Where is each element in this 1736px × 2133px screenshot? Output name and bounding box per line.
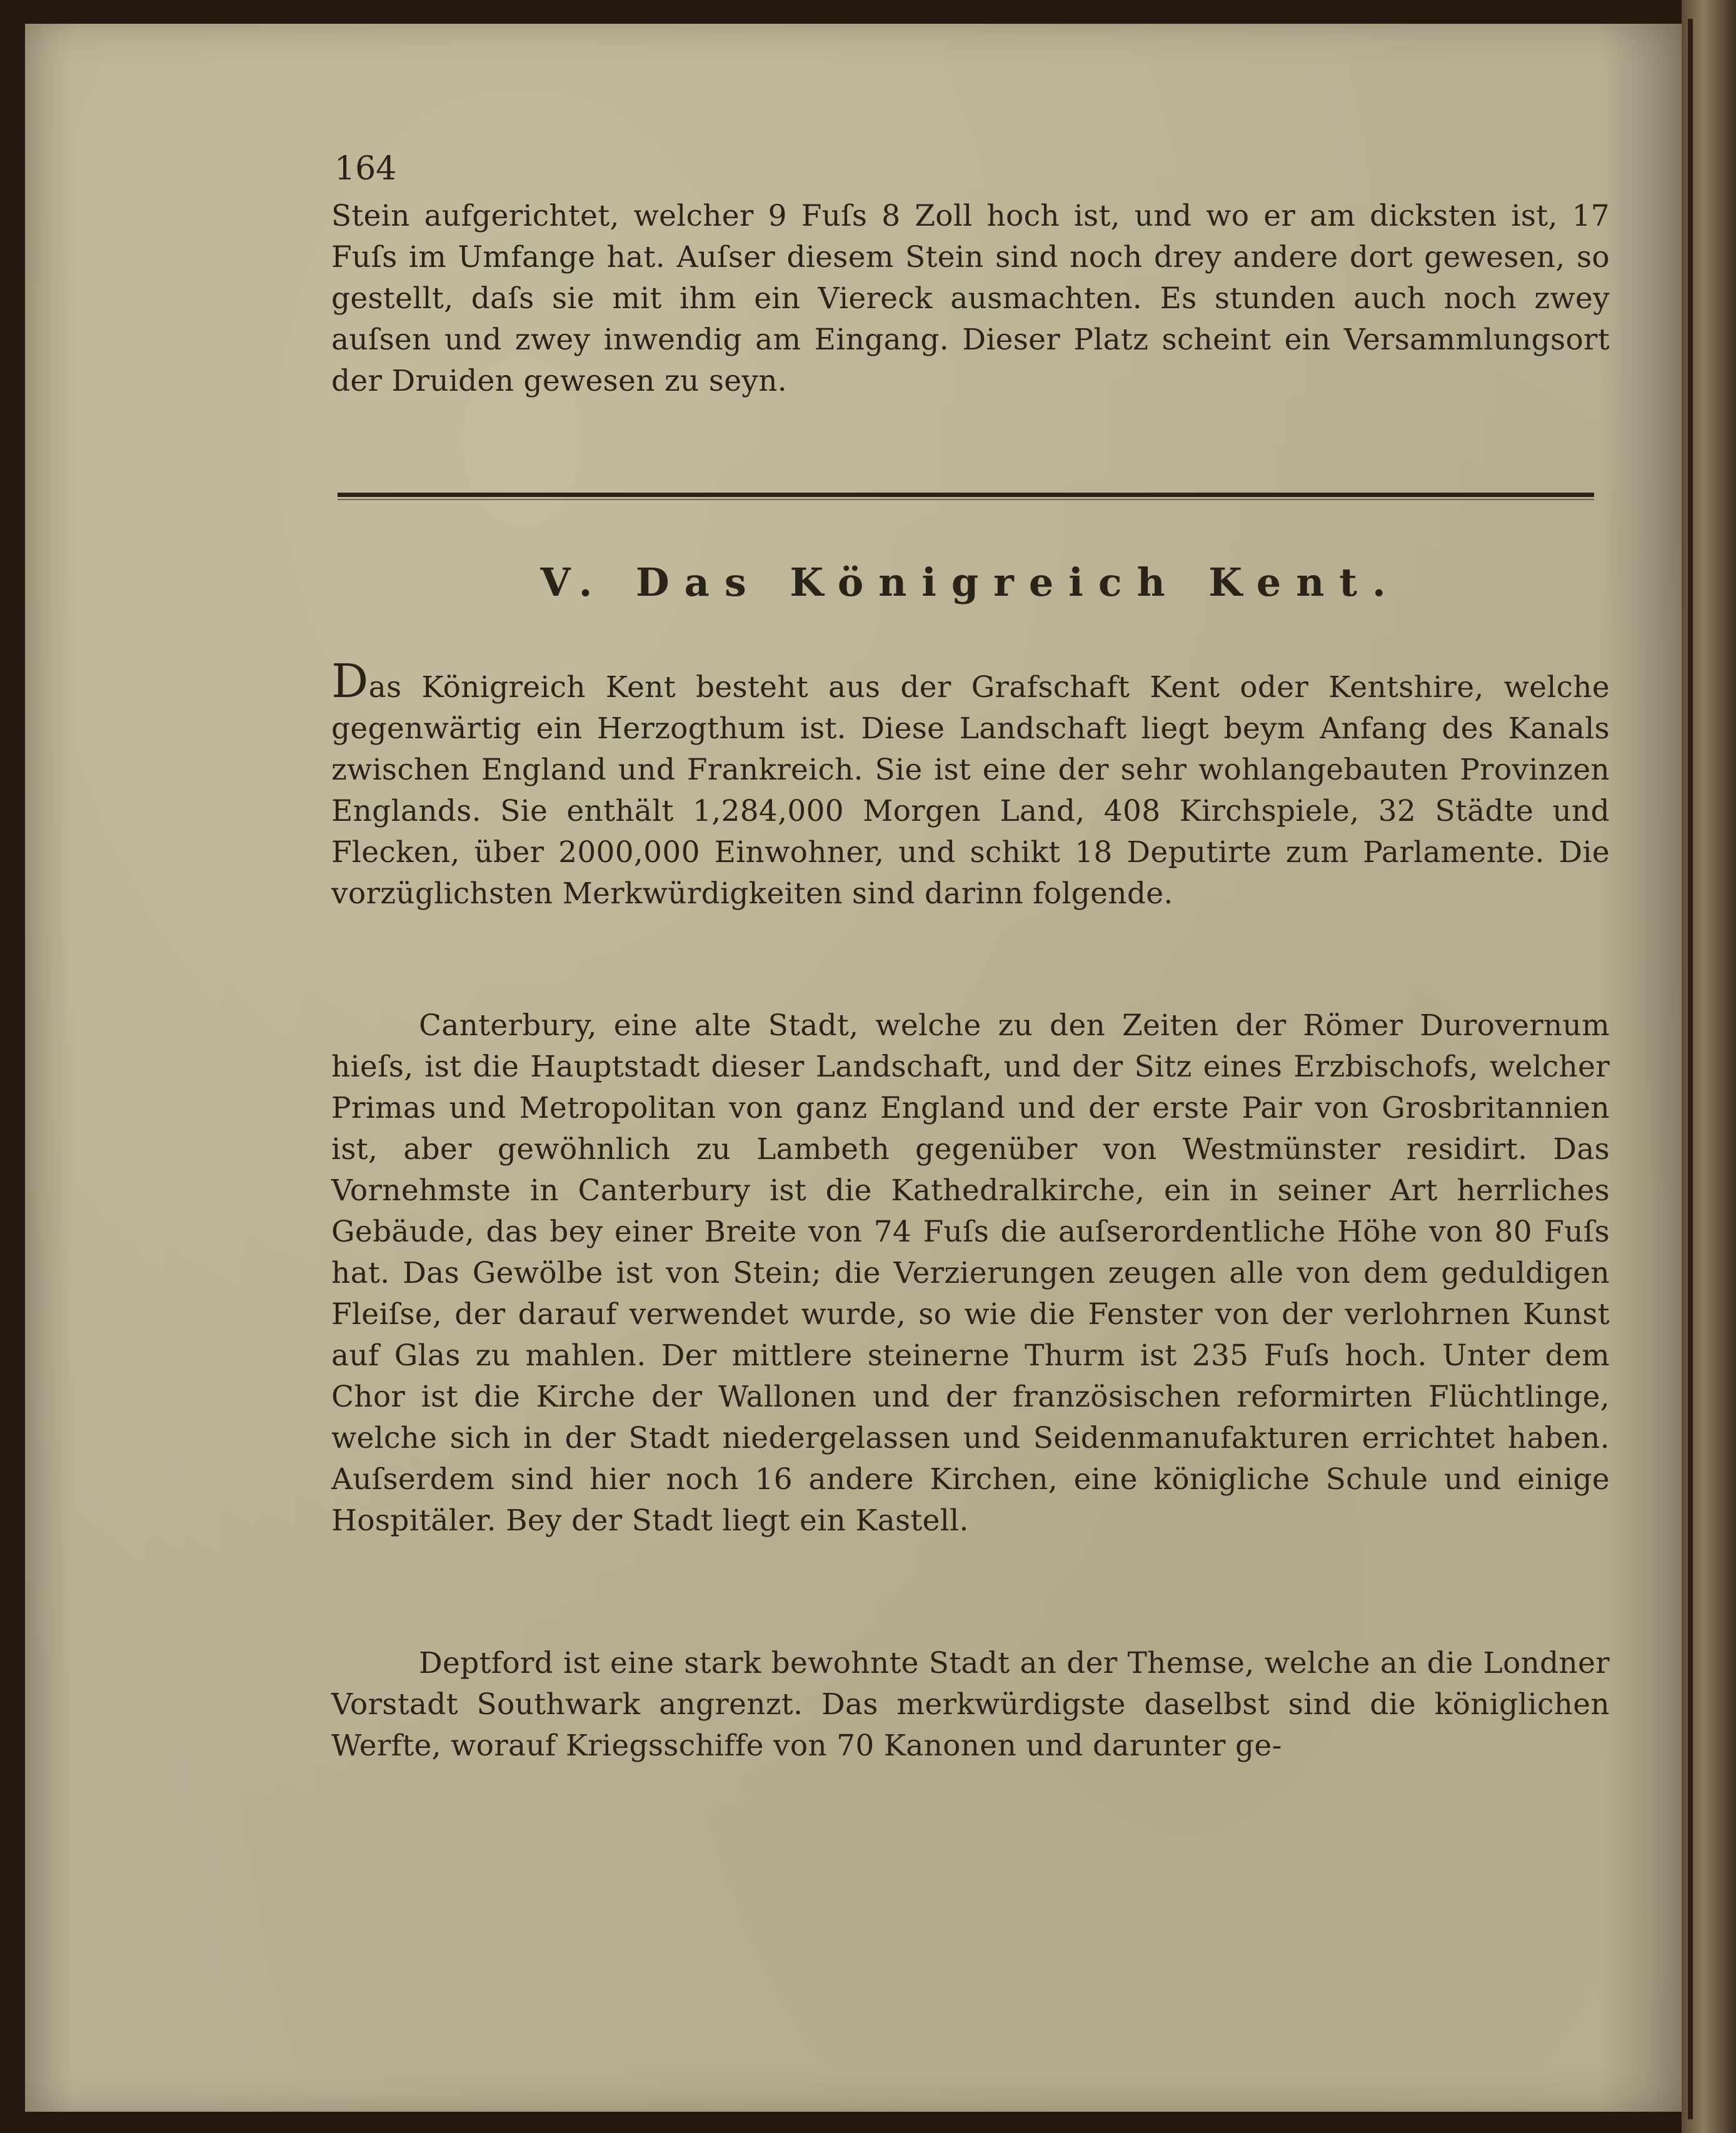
kent-paragraph	[331, 655, 1610, 915]
section-heading: V. Das Königreich Kent.	[540, 560, 1401, 605]
page-number: 164	[334, 150, 397, 188]
kent-paragraph-text: as Königreich Kent besteht aus der Grafschaft Kent oder Kentshire, welche gegenwärtig ein Herzogthum ist. Diese Landschaft liegt beym Anfang des Kanals zwischen England und Frankreich. Sie ist eine der sehr wohlangebauten Provinzen Englands. Sie enthält 1,284,000 Morgen Land, 408 Kirchspiele, 32 Städte und Flecken, über 2000,000 Einwohner, und schikt 18 Deputirte zum Parlamente. Die vorzüglichsten Merkwürdigkeiten sind darinn folgende.	[331, 670, 1610, 911]
canterbury-paragraph: Canterbury, eine alte Stadt, welche zu den Zeiten der Römer Durovernum hieſs, ist die Hauptstadt dieser Landschaft, und der Sitz eines Erzbischofs, welcher Primas und Metropolitan von ganz England und der erste Pair von Grosbritannien ist, aber gewöhnlich zu Lambeth gegenüber von Westmünster residirt. Das Vornehmste in Canterbury ist die Kathedralkirche, ein in seiner Art herrliches Gebäude, das bey einer Breite von 74 Fuſs die auſserordentliche Höhe von 80 Fuſs hat. Das Gewölbe ist von Stein; die Verzierungen zeugen alle von dem geduldigen Fleiſse, der darauf verwendet wurde, so wie die Fenster von der verlohrnen Kunst auf Glas zu mahlen. Der mittlere steinerne Thurm ist 235 Fuſs hoch. Unter dem Chor ist die Kirche der Wallonen und der französischen reformirten Flüchtlinge, welche sich in der Stadt niedergelassen und Seidenmanufakturen errichtet haben. Auſserdem sind hier noch 16 andere Kirchen, eine königliche Schule und einige Hospitäler. Bey der Stadt liegt ein Kastell.	[331, 1008, 1610, 1538]
spine-edge	[1688, 19, 1693, 2119]
drop-letter: D	[331, 655, 369, 708]
intro-paragraph: Stein aufgerichtet, welcher 9 Fuſs 8 Zoll hoch ist, und wo er am dicksten ist, 17 Fuſs im Umfange hat. Auſser diesem Stein sind noch drey andere dort gewesen, so gestellt, daſs sie mit ihm ein Viereck ausmachten. Es stunden auch noch zwey auſsen und zwey inwendig am Eingang. Dieser Platz scheint ein Versammlungsort der Druiden gewesen zu seyn.	[331, 199, 1610, 398]
deptford-paragraph: Deptford ist eine stark bewohnte Stadt an der Themse, welche an die Londner Vorstadt Southwark angrenzt. Das merkwürdigste daselbst sind die königlichen Werfte, worauf Kriegsschiffe von 70 Kanonen und darunter ge-	[331, 1646, 1610, 1763]
section-divider	[338, 493, 1594, 497]
